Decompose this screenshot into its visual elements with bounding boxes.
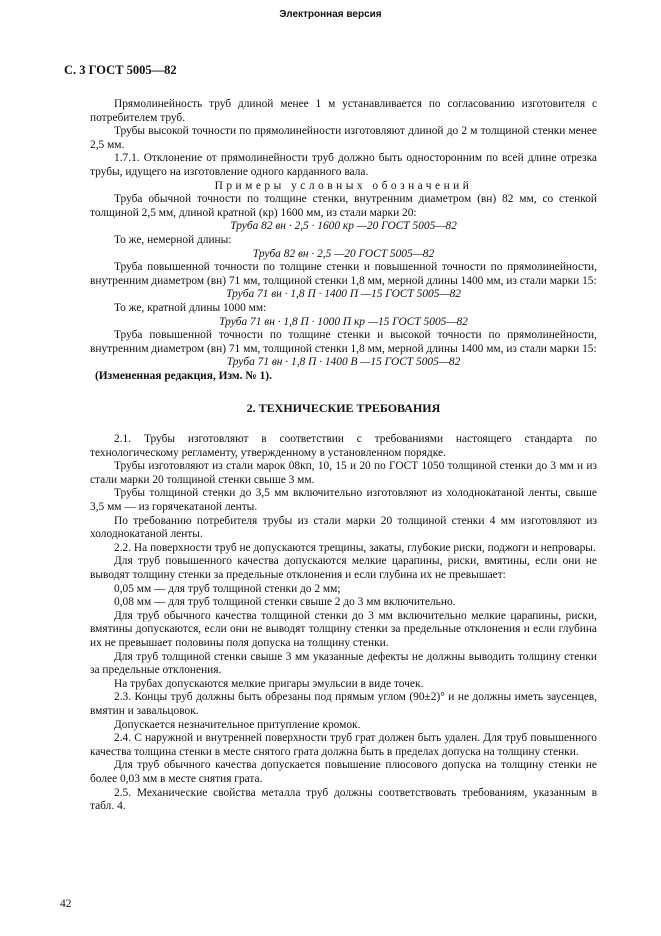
example-designation: Труба 71 вн · 1,8 П · 1400 В —15 ГОСТ 5005—82 — [226, 356, 461, 369]
example-designation: Труба 71 вн · 1,8 П · 1400 П —15 ГОСТ 5005—82 — [226, 288, 461, 301]
paragraph: Для труб повышенного качества допускаются мелкие царапины, риски, вмятины, если они не выводят толщину стенки за предельные отклонения и если глубина их не превышает: — [90, 555, 597, 581]
section-title: 2. ТЕХНИЧЕСКИЕ ТРЕБОВАНИЯ — [246, 401, 441, 416]
paragraph: 1.7.1. Отклонение от прямолинейности труб должно быть односторонним по всей длине отрезка трубы, идущего на изготовление одного карданного вала. — [90, 152, 597, 178]
paragraph: Для труб обычного качества допускается повышение плюсового допуска на толщину стенки не более 0,03 мм в месте снятия грата. — [90, 759, 597, 785]
page-header: Электронная версия — [279, 9, 382, 20]
paragraph: 2.1. Трубы изготовляют в соответствии с требованиями настоящего стандарта по технологическому регламенту, утвержденному в установленном порядке. — [90, 433, 597, 459]
paragraph: 0,05 мм — для труб толщиной стенки до 2 мм; — [114, 582, 341, 595]
standard-reference: С. 3 ГОСТ 5005—82 — [64, 63, 177, 77]
example-designation: Труба 71 вн · 1,8 П · 1000 П кр —15 ГОСТ 5005—82 — [219, 315, 468, 328]
paragraph: Для труб толщиной стенки свыше 3 мм указанные дефекты не должны выводить толщину стенки за предельные отклонения. — [90, 650, 597, 677]
paragraph: По требованию потребителя трубы из стали марки 20 толщиной стенки 4 мм изготовляют из холоднокатаной ленты. — [90, 514, 597, 541]
paragraph: Для труб обычного качества толщиной стенки до 3 мм включительно мелкие царапины, риски, вмятины допускаются, если они не выводят толщину стенки за предельные отклонения и если глубина их не превышает половины поля допуска на толщину стенки. — [90, 609, 597, 649]
paragraph: 2.3. Концы труб должны быть обрезаны под прямым углом (90±2)° и не должны иметь заусенцев, вмятин и завальцовок. — [90, 691, 597, 717]
paragraph: 2.5. Механические свойства металла труб должны соответствовать требованиям, указанным в табл. 4. — [90, 786, 597, 813]
paragraph: 2.2. На поверхности труб не допускаются трещины, закаты, глубокие риски, поджоги и непровары. — [114, 541, 596, 554]
example-designation: Труба 82 вн · 2,5 —20 ГОСТ 5005—82 — [252, 247, 435, 260]
example-text: Труба повышенной точности по толщине стенки и высокой точности по прямолинейности, внутренним диаметром (вн) 71 мм, толщиной стенки 1,8 мм, мерной длины 1400 мм, из стали марки 15: — [90, 329, 597, 355]
example-text: То же, кратной длины 1000 мм: — [114, 301, 267, 314]
paragraph: 2.4. С наружной и внутренней поверхности труб грат должен быть удален. Для труб повышенного качества толщина стенки в месте снятого грата должна быть в пределах допуска на толщину стенки. — [90, 732, 597, 758]
examples-heading: Примеры условных обозначений — [214, 179, 473, 192]
document-body — [90, 98, 597, 814]
page-number: 42 — [60, 898, 72, 910]
example-text: Труба обычной точности по толщине стенки, внутренним диаметром (вн) 82 мм, со стенкой толщиной 2,5 мм, длиной кратной (кр) 1600 мм, из стали марки 20: — [90, 193, 597, 219]
example-text: Труба повышенной точности по толщине стенки и повышенной точности по прямолинейности, внутренним диаметром (вн) 71 мм, толщиной стенки 1,8 мм, мерной длины 1400 мм, из стали марки 15: — [90, 261, 597, 287]
example-designation: Труба 82 вн · 2,5 · 1600 кр —20 ГОСТ 5005—82 — [230, 220, 457, 233]
paragraph: Допускается незначительное притупление кромок. — [114, 718, 361, 731]
amendment-note: (Измененная редакция, Изм. № 1). — [95, 369, 272, 382]
paragraph: 0,08 мм — для труб толщиной стенки свыше 2 до 3 мм включительно. — [114, 596, 456, 609]
paragraph: Трубы толщиной стенки до 3,5 мм включительно изготовляют из холоднокатаной ленты, свыше 3,5 мм — из горячекатаной ленты. — [90, 487, 597, 514]
paragraph: Трубы высокой точности по прямолинейности изготовляют длиной до 2 м толщиной стенки менее 2,5 мм. — [90, 125, 597, 151]
paragraph: Прямолинейность труб длиной менее 1 м устанавливается по согласованию изготовителя с потребителем труб. — [90, 98, 597, 124]
example-text: То же, немерной длины: — [114, 233, 232, 246]
paragraph: На трубах допускаются мелкие пригары эмульсии в виде точек. — [114, 677, 424, 690]
paragraph: Трубы изготовляют из стали марок 08кп, 10, 15 и 20 по ГОСТ 1050 толщиной стенки до 3 мм и из стали марки 20 толщиной стенки свыше 3 мм. — [90, 460, 597, 486]
